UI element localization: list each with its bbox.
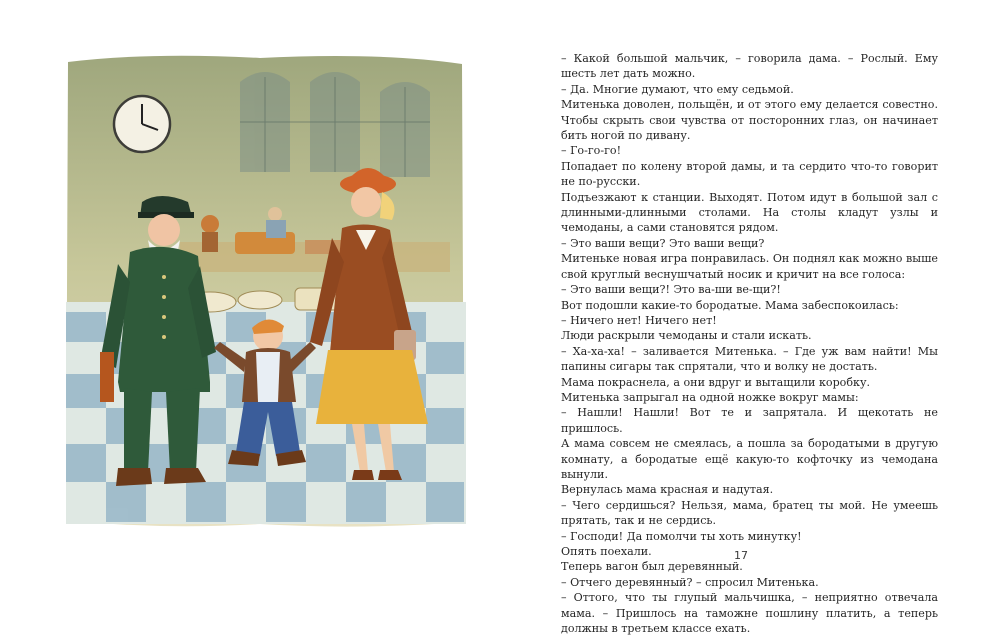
paragraph: – Это ваши вещи? Это ваши вещи? bbox=[561, 236, 765, 250]
paragraph: Вот подошли какие-то бородатые. Мама забеспокоилась: bbox=[561, 298, 899, 312]
paragraph: – Нашли! Нашли! Вот те и запрятала. И щекотать не пришлось. bbox=[561, 406, 938, 435]
customs-station-illustration bbox=[60, 52, 468, 530]
paragraph: – Какой большой мальчик, – говорила дама. – Рослый. Ему шесть лет дать можно. bbox=[561, 52, 938, 81]
paragraph: – Го-го-го! bbox=[561, 144, 622, 158]
paragraph: Митенька запрыгал на одной ножке вокруг мамы: bbox=[561, 390, 859, 404]
paragraph: Мама покраснела, а они вдруг и вытащили коробку. bbox=[561, 375, 871, 389]
paragraph: – Ха-ха-ха! – заливается Митенька. – Где уж вам найти! Мы папины сигары так спрятали, что и волку не достать. bbox=[561, 344, 938, 374]
paragraph: – Да. Многие думают, что ему седьмой. bbox=[561, 82, 794, 96]
paragraph: – Это ваши вещи?! Это ва-ши ве-щи?! bbox=[561, 283, 781, 297]
page-number: 17 bbox=[734, 549, 748, 562]
paragraph: – Чего сердишься? Нельзя, мама, братец ты мой. Не умеешь прятать, так и не сердись. bbox=[561, 498, 938, 528]
paragraph: Опять поехали. bbox=[561, 545, 652, 558]
paragraph: – Ничего нет! Ничего нет! bbox=[561, 313, 717, 327]
illustration bbox=[60, 52, 468, 530]
paragraph: Митенька доволен, польщён, и от этого ему делается совестно. Чтобы скрыть свои чувства от посторонних глаз, он начинает бить ногой по дивану. bbox=[561, 98, 938, 143]
paragraph: – Господи! Да помолчи ты хоть минутку! bbox=[561, 529, 802, 543]
paragraph: А мама совсем не смеялась, а пошла за бородатыми в другую комнату, а бородатые ещё какую-то кофточку из чемодана вынули. bbox=[561, 437, 938, 481]
paragraph: – Оттого, что ты глупый мальчишка, – неприятно отвечала мама. – Пришлось на таможне пошлину платить, а теперь должны в третьем классе ехать. bbox=[561, 591, 938, 636]
paragraph: – Отчего деревянный? – спросил Митенька. bbox=[561, 575, 819, 589]
paragraph: Теперь вагон был деревянный. bbox=[561, 560, 743, 574]
paragraph: Вернулась мама красная и надутая. bbox=[561, 483, 774, 497]
paragraph: Люди раскрыли чемоданы и стали искать. bbox=[561, 329, 812, 343]
paragraph: Митеньке новая игра понравилась. Он поднял как можно выше свой круглый веснушчатый носик и кричит на все голоса: bbox=[561, 252, 938, 281]
paragraph: Попадает по колену второй дамы, и та сердито что-то говорит не по-русски. bbox=[561, 159, 938, 189]
paragraph: Подъезжают к станции. Выходят. Потом идут в большой зал с длинными-длинными столами. На столы кладут узлы и чемоданы, а сами становятся рядом. bbox=[561, 190, 938, 235]
